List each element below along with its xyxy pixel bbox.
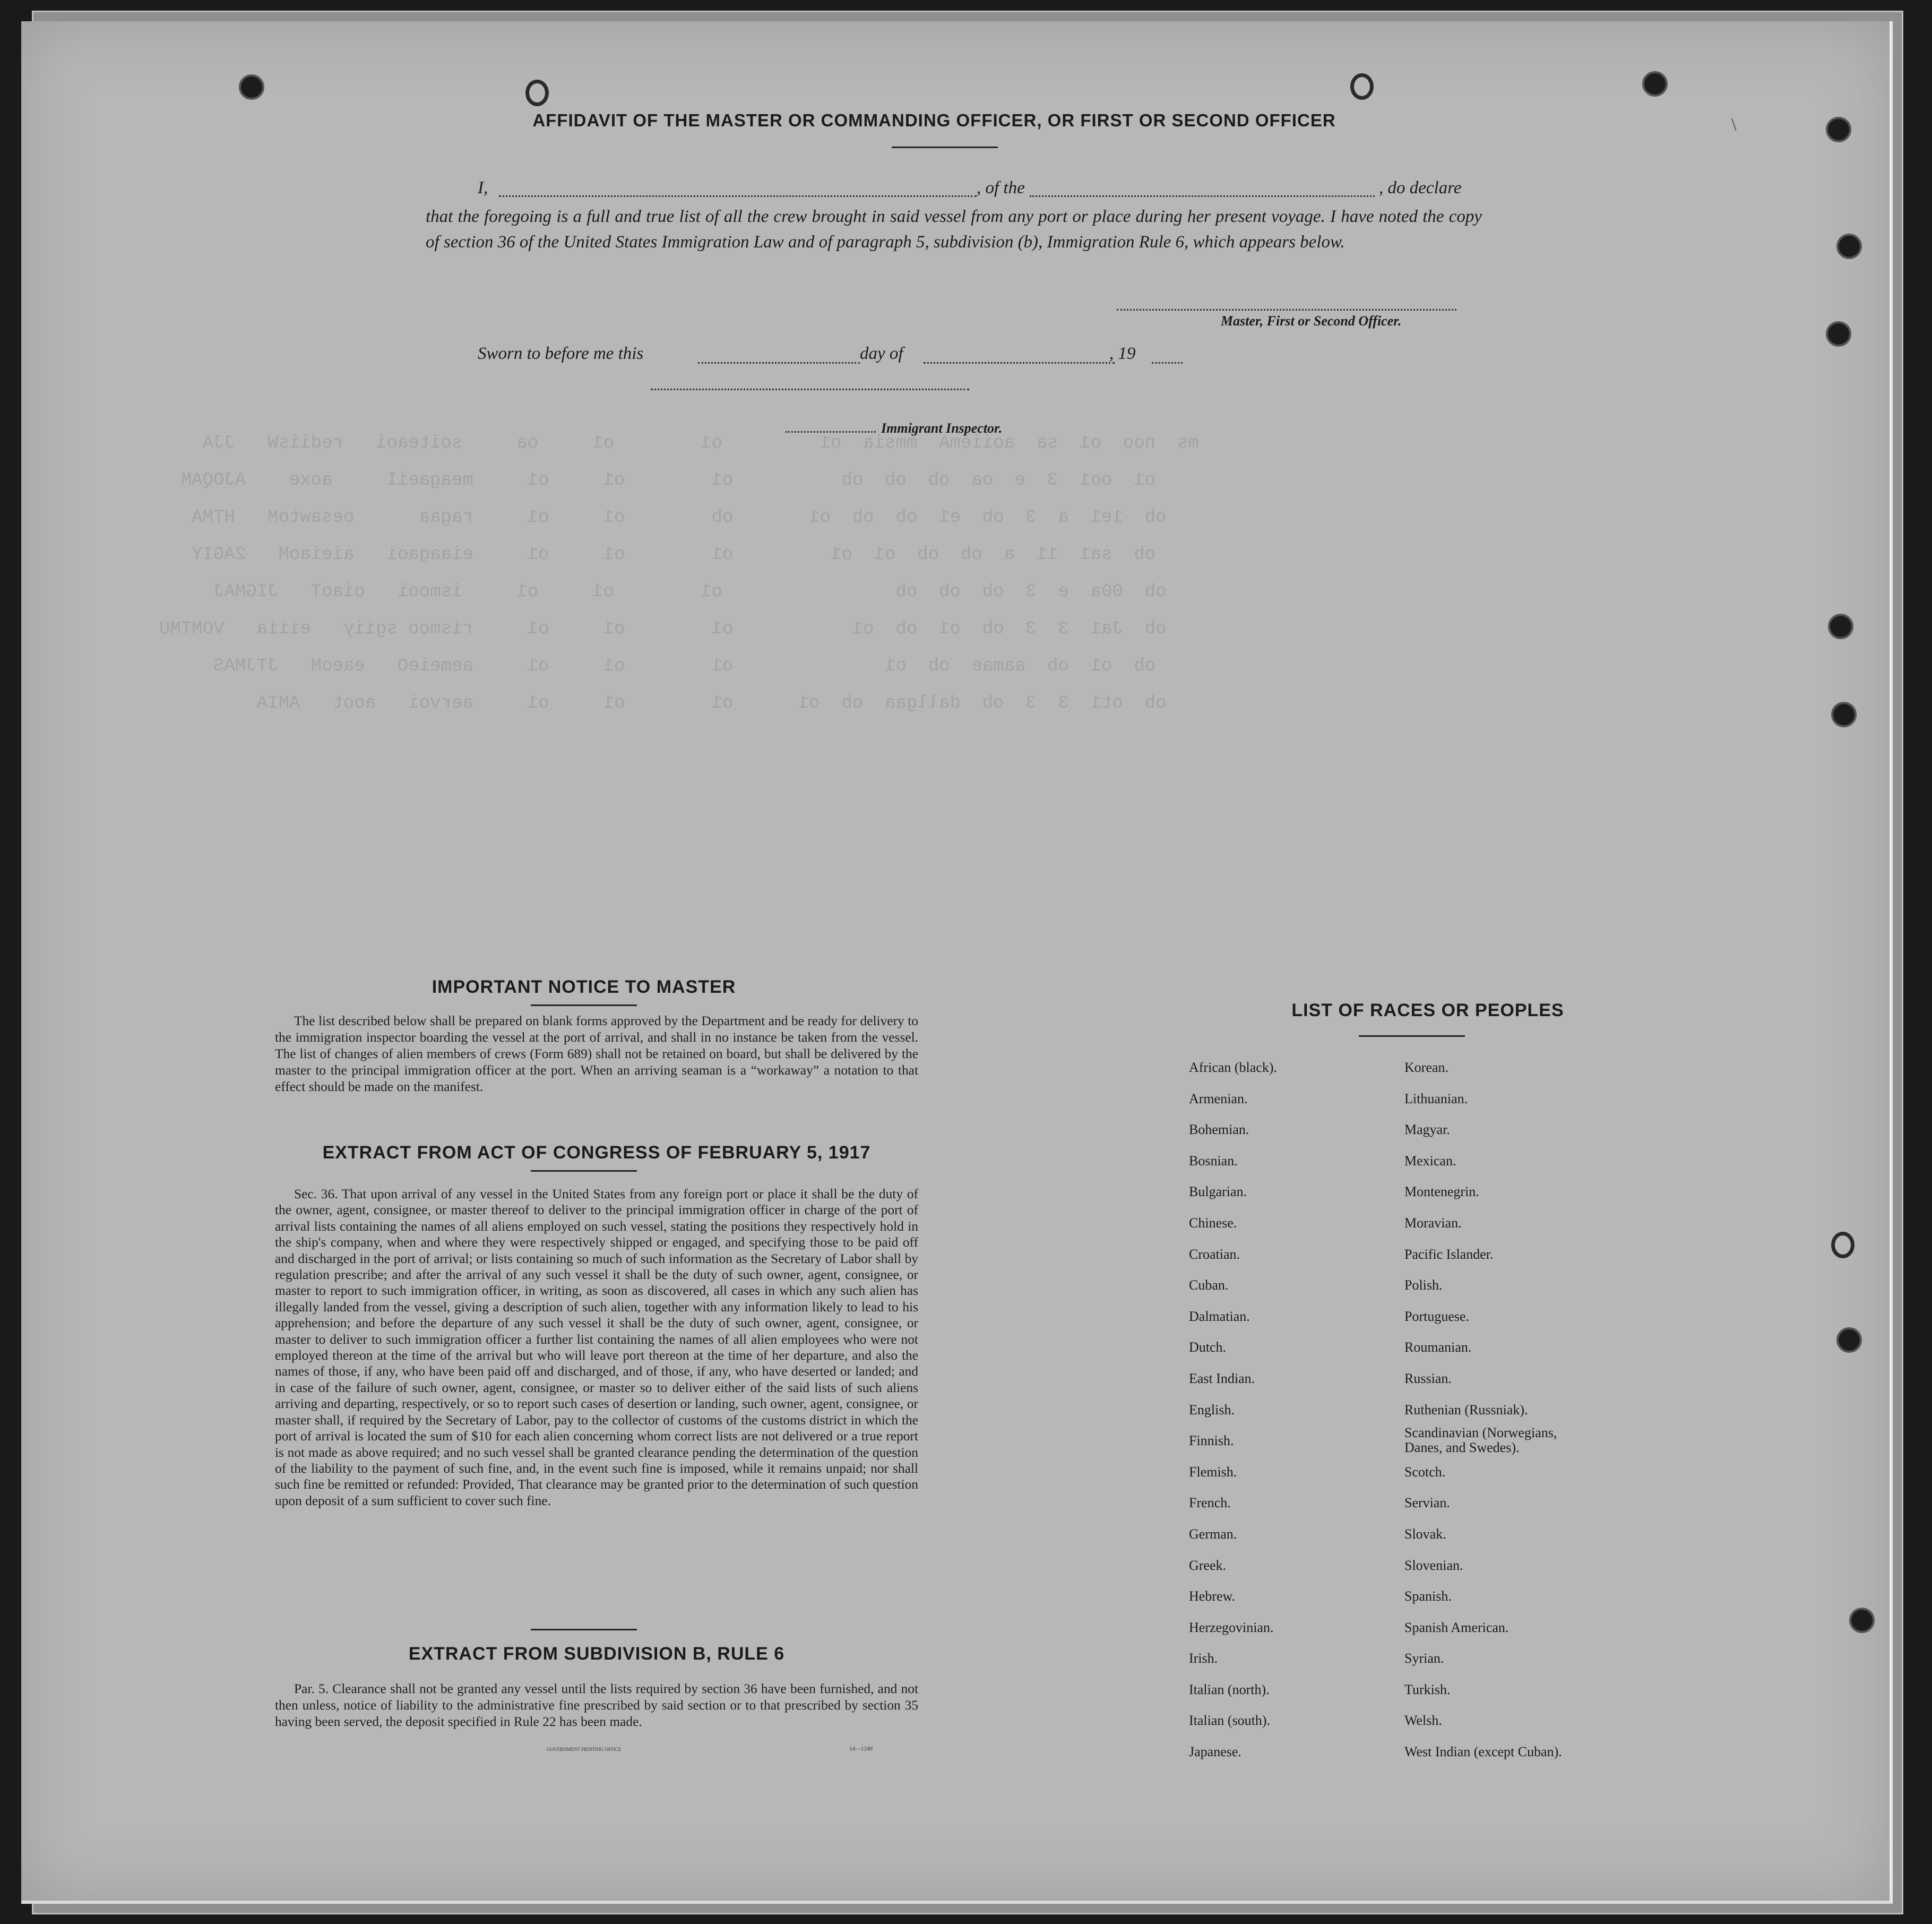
sworn-year-label: , 19 [1109,344,1136,363]
affidavit-i-label: I, [478,178,488,197]
race-entry: Bosnian. [1189,1153,1238,1169]
race-entry: Spanish American. [1404,1619,1509,1635]
race-entry: West Indian (except Cuban). [1404,1744,1562,1760]
race-entry: Cuban. [1189,1277,1229,1293]
race-entry: German. [1189,1526,1237,1542]
race-entry: Turkish. [1404,1681,1451,1697]
race-entry: English. [1189,1402,1235,1418]
race-entry: Roumanian. [1404,1339,1472,1355]
sworn-day-line[interactable] [698,362,860,364]
act-title-rule [531,1170,637,1172]
notice-title: IMPORTANT NOTICE TO MASTER [432,977,736,997]
race-entry: Slovenian. [1404,1557,1463,1573]
notice-body: The list described below shall be prepared on blank forms approved by the Department and be ready for delivery to the immigration inspector boarding the vessel at the port of arrival, and shall in no instance be taken from the vessel. The list of changes of alien members of crews (Form 689) shall not be retained on board, but shall be delivered by the master to the principal immigration officer at the port. When an arriving seaman is a “workaway” a notation to that effect should be made on the manifest. [275,1013,918,1094]
race-entry: Armenian. [1189,1090,1248,1106]
punch-hole [1831,1232,1855,1258]
rule-body: Par. 5. Clearance shall not be granted any vessel until the lists required by section 36 have been furnished, and not then unless, notice of liability to the administrative fine prescribed by said section or to that prescribed by section 35 having been served, the deposit specified in Rule 22 has been made. [275,1681,918,1729]
affidavit-of-the-label: , of the [977,178,1025,197]
declarant-name-line[interactable] [499,195,977,197]
inspector-label: Immigrant Inspector. [881,420,1003,436]
punch-hole [1831,702,1857,727]
race-entry: French. [1189,1495,1231,1511]
race-entry: Dutch. [1189,1339,1227,1355]
race-entry: Spanish. [1404,1588,1452,1604]
punch-hole [1642,71,1668,97]
sworn-month-line[interactable] [924,362,1115,364]
punch-hole [1836,234,1862,259]
punch-hole [1828,614,1853,639]
inspector-dots-short [786,431,876,433]
manifest-back-page [21,21,1893,1904]
punch-hole [1836,1327,1862,1353]
affidavit-declare-label: , do declare [1379,178,1462,197]
printer-imprint: GOVERNMENT PRINTING OFFICE [547,1747,622,1752]
race-entry: Welsh. [1404,1713,1442,1729]
punch-hole [1826,321,1851,347]
officer-signature-line[interactable] [1117,309,1456,311]
race-entry: Moravian. [1404,1215,1462,1231]
affidavit-title-rule [892,147,998,148]
bleed-through-text: ms noo o1 sa aoiiemA mmsia o1 o1 o1 oa soiteaoi rediisW JJA o1 oo1 3 e oa ob ob ob o1 o1 o1 meagaeiI aoxe AJOQAM ob 1e1 a 3 ob e1 ob ob o1 ob o1 o1 ragaa oesawtoM HTMA ob sa1 11 a ob ob o1 o1 o1 o1 o1 eiaagaoi aieiaoM 2AGIY ob 00a e 3 ob ob ob o1 o1 o1 ismooi oiaoT JIGMAJ ob Ja1 3 3 ob o1 ob o1 o1 o1 o1 rismoo sgiiy eiiia VOMTMU ob o1 ob aamae ob o1 o1 o1 o1 aemeieO eaeoM JTJMAS ob ot1 3 3 ob dallgaa ob o1 o1 o1 o1 aervoi aoot AMIA [159,433,1199,714]
sworn-day-of-label: day of [860,344,903,363]
race-entry: Bulgarian. [1189,1184,1247,1200]
sworn-prefix-label: Sworn to before me this [478,344,644,363]
race-entry: Mexican. [1404,1153,1456,1169]
punch-hole [525,80,549,106]
race-entry: Montenegrin. [1404,1184,1479,1200]
punch-hole [1826,117,1851,142]
act-body: Sec. 36. That upon arrival of any vessel in the United States from any foreign port or place it shall be the duty of the owner, agent, consignee, or master thereof to deliver to the principal immigration officer in charge of the port of arrival lists containing the names of all aliens employed on such vessel, stating the positions they respectively hold in the ship's company, when and where they were respectively shipped or engaged, and specifying those to be paid off and discharged in the port of arrival; or lists containing so much of such information as the Secretary of Labor shall by regulation prescribe; and after the arrival of any such vessel it shall be the duty of such owner, agent, consignee, or master to report to such immigration officer, in writing, as soon as discovered, all cases in which any such alien has illegally landed from the vessel, giving a description of such alien, together with any information likely to lead to his apprehension; and before the departure of any such vessel it shall be the duty of such owner, agent, consignee, or master to deliver to such immigration officer a further list containing the names of all alien employees who were not employed thereon at the time of the arrival but who will leave port thereon at the time of her departure, and also the names of those, if any, who have been paid off and discharged, and of those, if any, who have deserted or landed; and in case of the failure of such owner, agent, consignee, or master so to deliver either of the said lists of such aliens arriving and departing, respectively, or so to report such cases of desertion or landing, such owner, agent, consignee, or master shall, if required by the Secretary of Labor, pay to the collector of customs of the customs district in which the port of arrival is located the sum of $10 for each alien concerning whom correct lists are not delivered or a true report is not made as above required; and no such vessel shall be granted clearance pending the determination of the question of the liability to the payment of such fine, and, in the event such fine is imposed, while it remains unpaid; nor shall such fine be remitted or refunded: Provided, That clearance may be granted prior to the determination of such question upon deposit of a sum sufficient to cover such fine. [275,1187,918,1508]
race-entry: Finnish. [1189,1433,1234,1449]
race-entry: Pacific Islander. [1404,1246,1494,1262]
race-entry: Irish. [1189,1651,1218,1667]
race-entry: Magyar. [1404,1122,1450,1138]
punch-hole [239,74,264,100]
races-column-2 [1404,1052,1595,1768]
form-number: 14—1240 [849,1746,873,1752]
vessel-name-line[interactable] [1030,195,1375,197]
race-entry: Slovak. [1404,1526,1446,1542]
rule-title: EXTRACT FROM SUBDIVISION B, RULE 6 [408,1644,785,1664]
race-entry: Polish. [1404,1277,1443,1293]
act-title: EXTRACT FROM ACT OF CONGRESS OF FEBRUARY 5, 1917 [322,1143,871,1163]
race-entry: Chinese. [1189,1215,1237,1231]
race-entry: African (black). [1189,1060,1278,1075]
race-entry: Dalmatian. [1189,1308,1250,1324]
rule-top-rule [531,1629,637,1630]
notice-title-rule [531,1004,637,1006]
race-entry: Japanese. [1189,1744,1241,1760]
race-entry: Ruthenian (Russniak). [1404,1402,1528,1418]
officer-signature-label: Master, First or Second Officer. [1221,313,1402,329]
race-entry: Bohemian. [1189,1122,1249,1138]
race-entry: Hebrew. [1189,1588,1236,1604]
race-entry: East Indian. [1189,1370,1255,1386]
race-entry: Syrian. [1404,1651,1444,1667]
race-entry: Croatian. [1189,1246,1240,1262]
race-entry: Scotch. [1404,1464,1446,1480]
races-title-rule [1359,1035,1465,1037]
race-entry: Lithuanian. [1404,1090,1468,1106]
affidavit-body: that the foregoing is a full and true list of all the crew brought in said vessel from any port or place during her present voyage. I have noted the copy of section 36 of the United States Immigration Law and of paragraph 5, subdivision (b), Immigration Rule 6, which appears below. [426,207,1482,252]
race-entry: Italian (north). [1189,1681,1270,1697]
race-entry: Scandinavian (Norwegians, Danes, and Swedes). [1404,1425,1557,1456]
race-entry: Korean. [1404,1060,1449,1075]
race-entry: Greek. [1189,1557,1227,1573]
inspector-signature-line[interactable] [651,389,969,390]
race-entry: Italian (south). [1189,1713,1271,1729]
race-entry: Herzegovinian. [1189,1619,1274,1635]
races-title: LIST OF RACES OR PEOPLES [1291,1000,1564,1020]
race-entry: Portuguese. [1404,1308,1470,1324]
race-entry: Flemish. [1189,1464,1237,1480]
sworn-year-line[interactable] [1152,362,1183,364]
race-entry: Servian. [1404,1495,1450,1511]
races-column-1 [1189,1052,1277,1768]
punch-hole [1350,73,1374,100]
race-entry: Russian. [1404,1370,1452,1386]
punch-hole [1849,1608,1875,1633]
affidavit-title: AFFIDAVIT OF THE MASTER OR COMMANDING OFFICER, OR FIRST OR SECOND OFFICER [532,110,1336,130]
margin-mark: \ [1731,115,1737,134]
